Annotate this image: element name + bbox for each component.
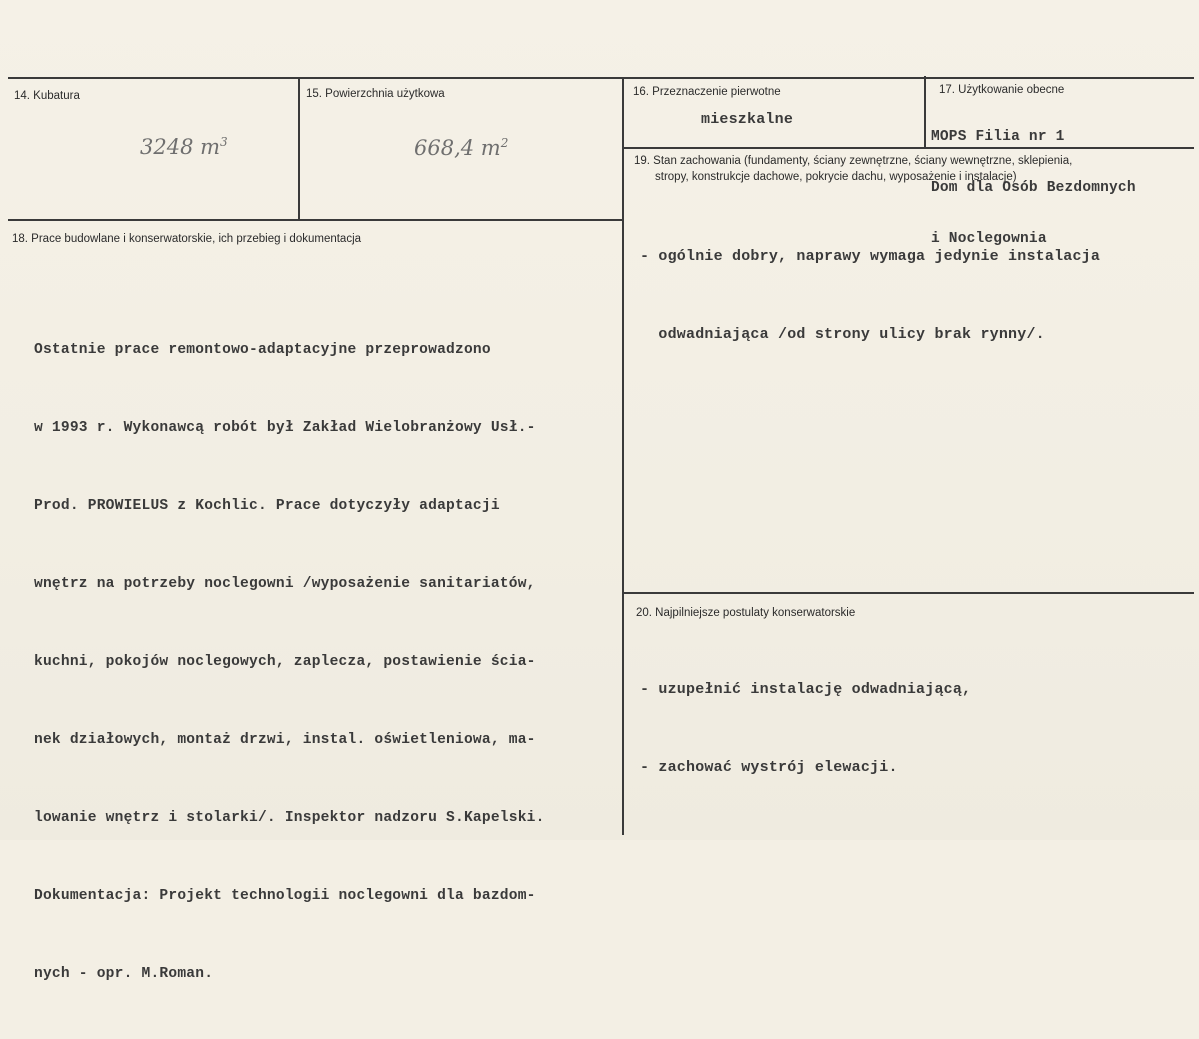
prace-line-3: Prod. PROWIELUS z Kochlic. Prace dotyczyły adaptacji <box>34 498 500 514</box>
prace-line-5: kuchni, pokojów noclegowych, zaplecza, postawienie ścia- <box>34 654 536 670</box>
kubatura-label: 14. Kubatura <box>14 90 80 102</box>
uzytkowanie-label: 17. Użytkowanie obecne <box>939 84 1065 96</box>
przeznaczenie-label: 16. Przeznaczenie pierwotne <box>633 86 781 98</box>
powierzchnia-number: 668,4 m <box>414 136 501 160</box>
stan-line-1: - ogólnie dobry, naprawy wymaga jedynie instalacja <box>640 248 1101 265</box>
uzytkowanie-line-3: i Noclegownia <box>931 231 1047 247</box>
postulaty-line-2: - zachować wystrój elewacji. <box>640 759 898 776</box>
divider-15-16 <box>622 78 624 835</box>
divider-14-15 <box>298 78 300 220</box>
rule-above-18 <box>8 219 623 221</box>
uzytkowanie-line-1: MOPS Filia nr 1 <box>931 129 1065 145</box>
postulaty-line-1: - uzupełnić instalację odwadniającą, <box>640 681 972 698</box>
stan-line-2: odwadniająca /od strony ulicy brak rynny/. <box>640 326 1045 343</box>
przeznaczenie-value: mieszkalne <box>701 111 794 128</box>
prace-line-4: wnętrz na potrzeby noclegowni /wyposażenie sanitariatów, <box>34 576 536 592</box>
rule-above-20 <box>623 592 1194 594</box>
prace-line-1: Ostatnie prace remontowo-adaptacyjne przeprowadzono <box>34 342 491 358</box>
prace-label: 18. Prace budowlane i konserwatorskie, ich przebieg i dokumentacja <box>12 233 362 245</box>
divider-16-17 <box>924 76 926 148</box>
uzytkowanie-line-2: Dom dla Osób Bezdomnych <box>931 180 1136 196</box>
stan-text <box>640 192 1100 400</box>
postulaty-text <box>640 625 971 833</box>
prace-line-7: lowanie wnętrz i stolarki/. Inspektor nadzoru S.Kapelski. <box>34 810 545 826</box>
prace-line-2: w 1993 r. Wykonawcą robót był Zakład Wielobranżowy Usł.- <box>34 420 536 436</box>
kubatura-value <box>140 135 228 159</box>
prace-line-6: nek działowych, montaż drzwi, instal. oświetleniowa, ma- <box>34 732 536 748</box>
prace-line-8: Dokumentacja: Projekt technologii noclegowni dla bazdom- <box>34 888 536 904</box>
prace-line-9: nych - opr. M.Roman. <box>34 966 214 982</box>
stan-label-2: stropy, konstrukcje dachowe, pokrycie dachu, wyposażenie i instalacje) <box>655 171 1017 183</box>
stan-label-1: 19. Stan zachowania (fundamenty, ściany zewnętrzne, ściany wewnętrzne, sklepienia, <box>634 155 1073 167</box>
kubatura-number: 3248 m <box>140 135 221 159</box>
postulaty-label: 20. Najpilniejsze postulaty konserwatorskie <box>636 607 856 619</box>
prace-text <box>34 285 545 1039</box>
powierzchnia-unit-sup: 2 <box>500 136 509 150</box>
kubatura-unit-sup: 3 <box>220 135 228 149</box>
powierzchnia-value <box>414 136 508 160</box>
top-rule <box>8 77 1194 79</box>
powierzchnia-label: 15. Powierzchnia użytkowa <box>306 88 445 100</box>
